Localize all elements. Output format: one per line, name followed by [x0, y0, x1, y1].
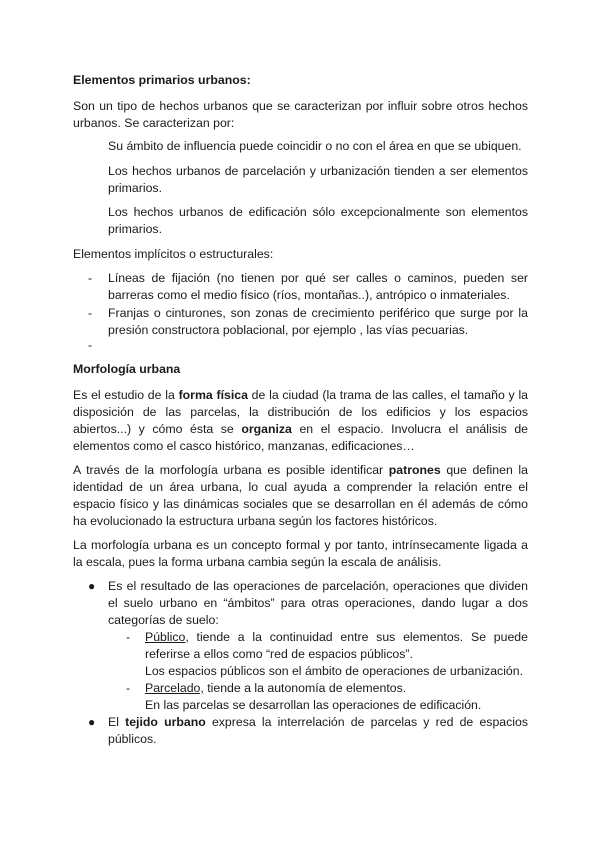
- section-heading-morfologia: Morfología urbana: [73, 362, 181, 376]
- paragraph-definicion: Es el estudio de la forma física de la ciudad (la trama de las calles, el tamaño y la disposición de las parcelas, la distribución de los edificios y los espacios abiertos...) y cómo ésta se organiza en el espacio. Involucra el análisis de elementos como el casco histórico, manzanas, edificaciones…: [73, 388, 529, 453]
- paragraph-patrones: A través de la morfología urbana es posible identificar patrones que definen la identidad de un área urbana, lo cual ayuda a comprender la relación entre el espacio físico y las dinámicas sociales que se desarrollan en él además de cómo ha evolucionado la estructura urbana según los factores históricos.: [73, 463, 528, 528]
- sub-list-item-publico: - Público, tiende a la continuidad entre sus elementos. Se puede referirse a ellos como “red de espacios públicos”. Los espacios públicos son el ámbito de operaciones de urbanización.: [126, 630, 528, 678]
- dash-marker: -: [88, 338, 93, 352]
- dash-marker: -: [88, 271, 93, 285]
- dash-item-text: Franjas o cinturones, son zonas de crecimiento periférico que surge por la presión constructora poblacional, por ejemplo , las vías pecuarias.: [108, 306, 528, 337]
- term-publico: Público: [145, 630, 186, 644]
- bullet-text-tejido: El tejido urbano expresa la interrelación de parcelas y red de espacios públicos.: [108, 715, 528, 746]
- sub-list-item-parcelado: - Parcelado, tiende a la autonomía de elementos. En las parcelas se desarrollan las operaciones de edificación.: [126, 681, 482, 712]
- dash-item-text: Líneas de fijación (no tienen por qué ser calles o caminos, pueden ser barreras como el medio físico (ríos, montañas..), antrópico o inmateriales.: [108, 271, 528, 302]
- paragraph-intro: Son un tipo de hechos urbanos que se caracterizan por influir sobre otros hechos urbanos. Se caracterizan por:: [73, 99, 528, 130]
- bullet-marker: ●: [88, 579, 96, 593]
- dash-marker: -: [88, 306, 93, 320]
- bullet-list-item: [88, 714, 528, 748]
- dash-list-item: [88, 305, 528, 339]
- bullet-marker: ●: [88, 715, 96, 729]
- paragraph-escala: La morfología urbana es un concepto formal y por tanto, intrínsecamente ligada a la escala, pues la forma urbana cambia según la escala de análisis.: [73, 538, 528, 569]
- dash-marker: -: [126, 630, 131, 644]
- indented-point-1: Su ámbito de influencia puede coincidir o no con el área en que se ubiquen.: [108, 139, 522, 153]
- indented-point-2: Los hechos urbanos de parcelación y urbanización tienden a ser elementos primarios.: [108, 164, 528, 195]
- indented-point-3: Los hechos urbanos de edificación sólo excepcionalmente son elementos primarios.: [108, 205, 528, 236]
- section-heading-elementos-primarios: Elementos primarios urbanos:: [73, 73, 251, 87]
- bullet-list-item: [88, 578, 528, 629]
- term-parcelado: Parcelado,: [145, 681, 204, 695]
- dash-list-item: [88, 270, 528, 304]
- dash-marker: -: [126, 681, 131, 695]
- bullet-text-parcelacion: Es el resultado de las operaciones de parcelación, operaciones que dividen el suelo urbano en “ámbitos” para otras operaciones, dando lugar a dos categorías de suelo:: [108, 579, 528, 627]
- label-elementos-implicitos: Elementos implícitos o estructurales:: [73, 247, 274, 261]
